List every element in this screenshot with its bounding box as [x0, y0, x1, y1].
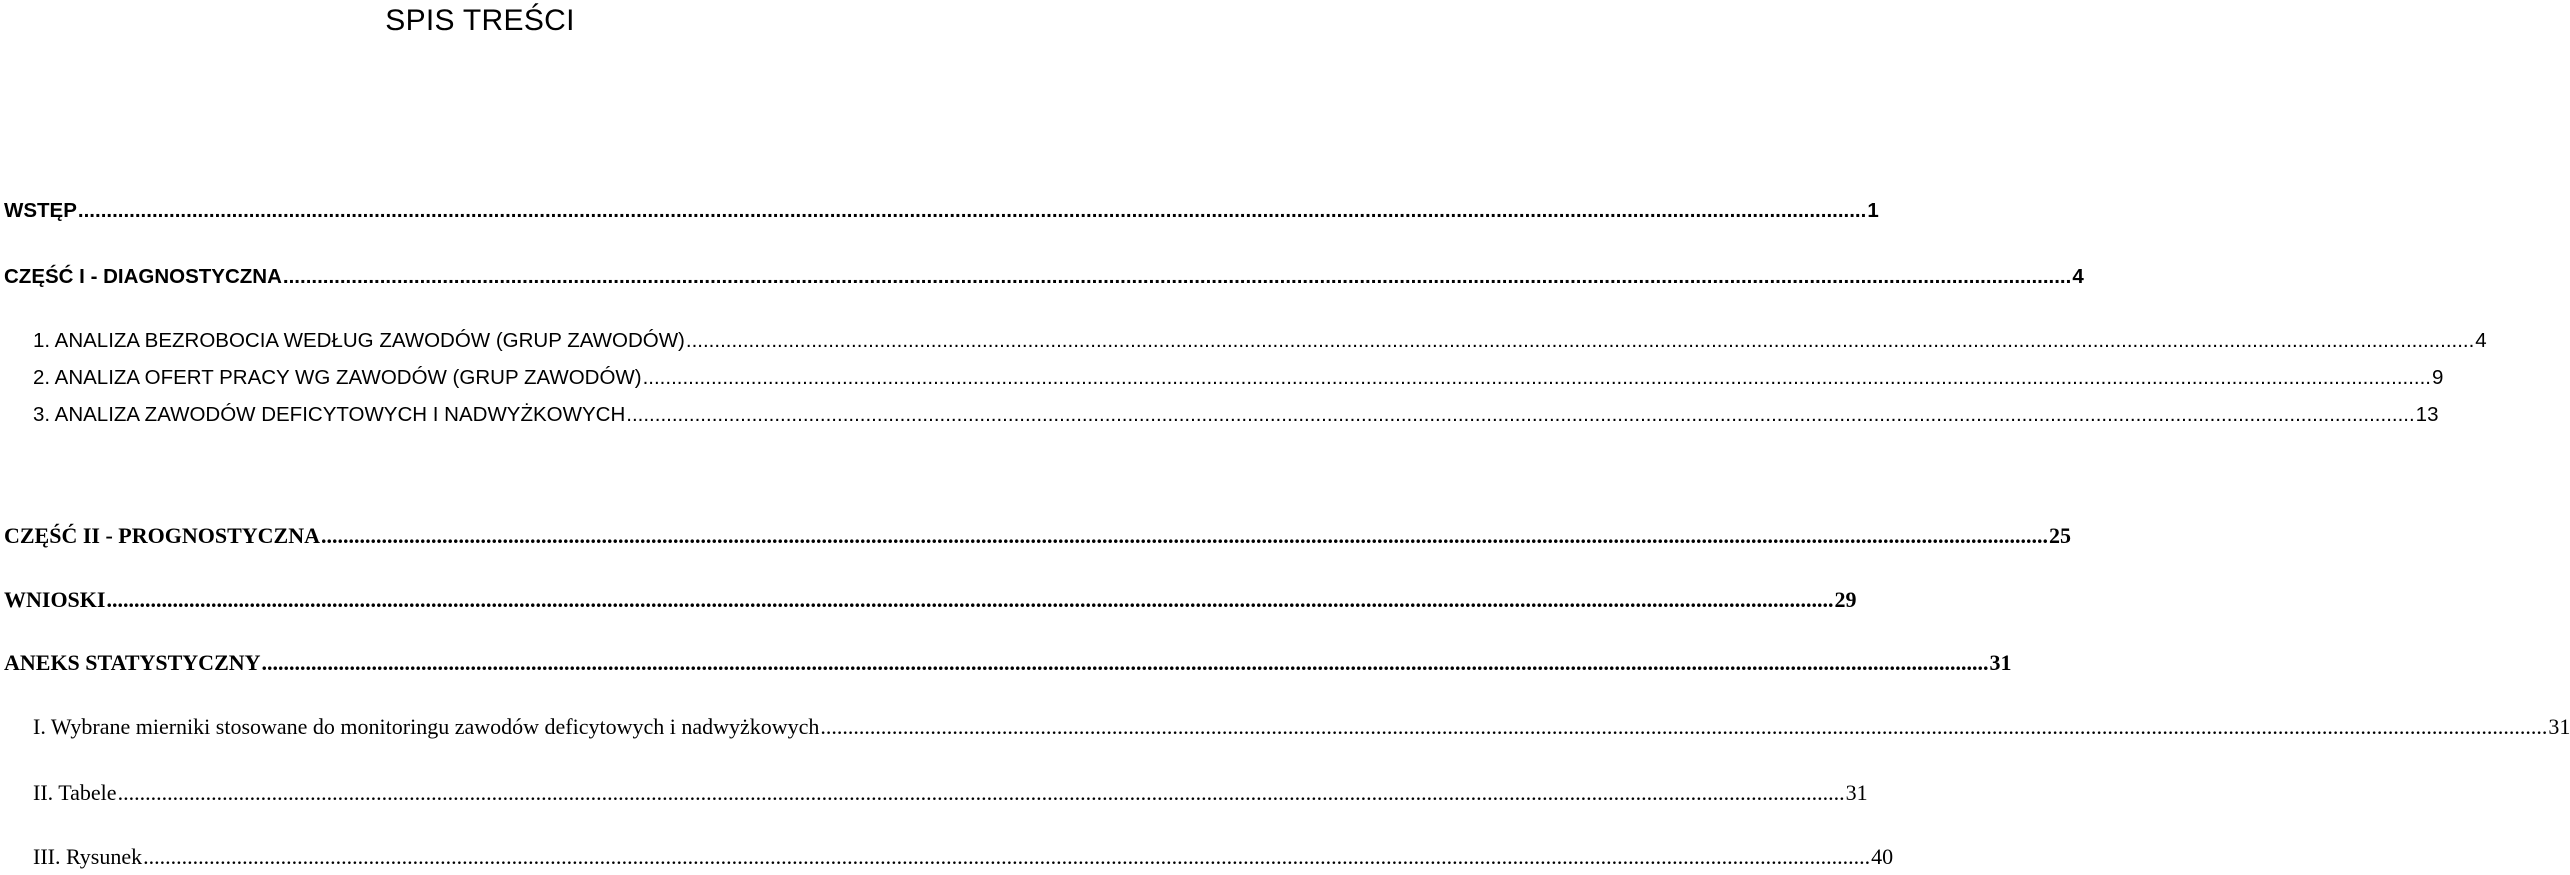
- toc-entry-czesc-1[interactable]: [4, 262, 2084, 292]
- toc-entry-page: 31: [2548, 714, 2570, 739]
- dot-leader: ..........................................................................................................................................................................................................................................................................................................................: [685, 329, 2475, 352]
- toc-entry-page: 31: [1989, 650, 2012, 675]
- page-title: SPIS TREŚCI: [385, 4, 575, 37]
- toc-entry-aneks-1[interactable]: [33, 712, 2570, 742]
- toc-entry-page: 4: [2072, 265, 2084, 288]
- dot-leader: ..........................................................................................................................................................................................................................................................................................................................: [117, 780, 1845, 805]
- dot-leader: ..........................................................................................................................................................................................................................................................................................................................: [261, 650, 1989, 675]
- dot-leader: ..........................................................................................................................................................................................................................................................................................................................: [77, 199, 1867, 222]
- dot-leader: ..........................................................................................................................................................................................................................................................................................................................: [820, 714, 2548, 739]
- dot-leader: ..........................................................................................................................................................................................................................................................................................................................: [106, 587, 1834, 612]
- toc-entry-title: WSTĘP: [4, 199, 77, 222]
- toc-entry-page: 40: [1871, 844, 1894, 869]
- toc-entry-page: 29: [1834, 587, 1857, 612]
- dot-leader: ..........................................................................................................................................................................................................................................................................................................................: [282, 265, 2072, 288]
- toc-entry-title: CZĘŚĆ I - DIAGNOSTYCZNA: [4, 265, 282, 288]
- toc-entry-page: 25: [2049, 523, 2071, 548]
- toc-entry-page: 31: [1845, 780, 1868, 805]
- toc-entry-title: WNIOSKI: [4, 587, 106, 612]
- toc-entry-title: ANEKS STATYSTYCZNY: [4, 650, 261, 675]
- toc-entry-wnioski[interactable]: [4, 585, 1857, 615]
- toc-entry-page: 13: [2415, 403, 2439, 426]
- toc-entry-wstep[interactable]: [4, 196, 1879, 226]
- toc-entry-czesc-2[interactable]: [4, 521, 2071, 551]
- toc-entry-title: 2. ANALIZA OFERT PRACY WG ZAWODÓW (GRUP ZAWODÓW): [33, 366, 642, 389]
- toc-entry-page: 9: [2432, 366, 2444, 389]
- toc-entry-title: 3. ANALIZA ZAWODÓW DEFICYTOWYCH I NADWYŻKOWYCH: [33, 403, 626, 426]
- toc-entry-aneks[interactable]: [4, 648, 2012, 678]
- toc-entry-title: I. Wybrane mierniki stosowane do monitoringu zawodów deficytowych i nadwyżkowych: [33, 714, 820, 739]
- toc-entry-page: 4: [2475, 329, 2487, 352]
- toc-entry-section-3[interactable]: [33, 400, 2439, 430]
- dot-leader: ..........................................................................................................................................................................................................................................................................................................................: [143, 844, 1871, 869]
- toc-entry-title: III. Rysunek: [33, 844, 143, 869]
- toc-entry-section-2[interactable]: [33, 363, 2444, 393]
- dot-leader: ..........................................................................................................................................................................................................................................................................................................................: [321, 523, 2048, 548]
- toc-entry-aneks-3[interactable]: [33, 842, 1894, 872]
- toc-entry-aneks-2[interactable]: [33, 778, 1868, 808]
- dot-leader: ..........................................................................................................................................................................................................................................................................................................................: [626, 403, 2415, 426]
- toc-entry-title: II. Tabele: [33, 780, 117, 805]
- toc-entry-title: 1. ANALIZA BEZROBOCIA WEDŁUG ZAWODÓW (GRUP ZAWODÓW): [33, 329, 685, 352]
- toc-entry-page: 1: [1867, 199, 1879, 222]
- dot-leader: ..........................................................................................................................................................................................................................................................................................................................: [642, 366, 2431, 389]
- toc-entry-section-1[interactable]: [33, 326, 2487, 356]
- toc-entry-title: CZĘŚĆ II - PROGNOSTYCZNA: [4, 523, 320, 548]
